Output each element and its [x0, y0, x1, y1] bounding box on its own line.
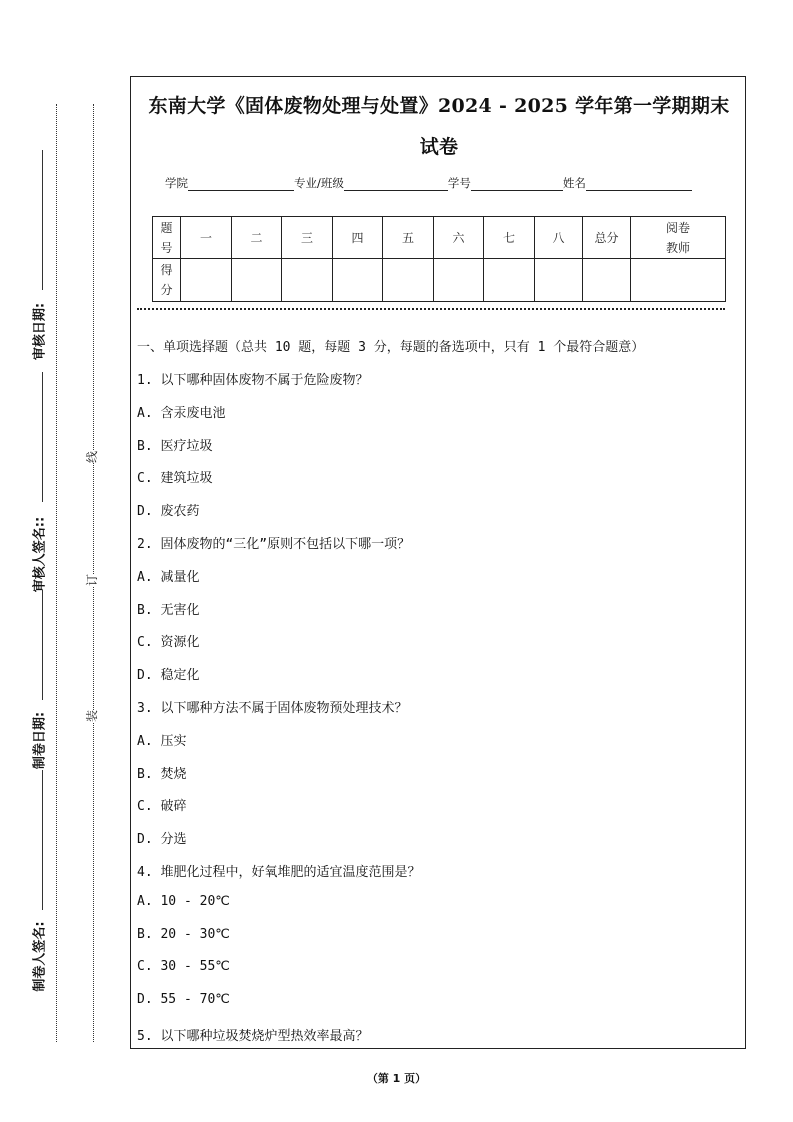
cut-line-char-xian: 线: [85, 450, 100, 464]
score-cell[interactable]: [434, 259, 484, 302]
made-date-blank: [42, 590, 43, 700]
score-col-header: 一: [181, 217, 232, 259]
question-stem: 3. 以下哪种方法不属于固体废物预处理技术？: [137, 701, 408, 716]
major-label: 专业/班级: [294, 176, 344, 190]
binding-dotted-line-left: [56, 104, 57, 1042]
name-field[interactable]: [586, 179, 692, 191]
cut-line-char-zhuang: 装: [85, 709, 100, 723]
question-option: C. 30 - 55℃: [137, 959, 230, 974]
question-option: B. 20 - 30℃: [137, 927, 230, 942]
score-cell-total[interactable]: [583, 259, 631, 302]
score-col-header: 四: [333, 217, 383, 259]
page-number: （第 1 页）: [366, 1072, 427, 1085]
college-field[interactable]: [188, 179, 294, 191]
score-col-header: 六: [434, 217, 484, 259]
question-option: A. 减量化: [137, 570, 200, 585]
row2-label-char: 分: [160, 283, 173, 297]
section-heading: 一、单项选择题（总共 10 题，每题 3 分，每题的备选项中，只有 1 个最符合题意）: [137, 340, 645, 355]
question-option: A. 压实: [137, 734, 187, 749]
question-option: B. 焚烧: [137, 767, 187, 782]
question-option: D. 废农药: [137, 504, 200, 519]
student-info-row: [165, 175, 692, 191]
question-stem: 5. 以下哪种垃圾焚烧炉型热效率最高？: [137, 1029, 369, 1044]
major-field[interactable]: [344, 179, 448, 191]
question-option: B. 医疗垃圾: [137, 439, 213, 454]
student-id-label: 学号: [447, 176, 471, 190]
question-stem: 2. 固体废物的“三化”原则不包括以下哪一项？: [137, 537, 411, 552]
cut-line-char-ding: 订: [85, 573, 100, 587]
score-col-header: 七: [484, 217, 535, 259]
score-col-header: 八: [535, 217, 583, 259]
grader-header: [631, 217, 726, 259]
score-cell[interactable]: [333, 259, 383, 302]
question-option: C. 建筑垃圾: [137, 471, 213, 486]
exam-title-line1: 东南大学《固体废物处理与处置》2024 - 2025 学年第一学期期末: [148, 95, 730, 117]
review-date-blank: [42, 150, 43, 290]
question-option: D. 55 - 70℃: [137, 992, 230, 1007]
score-col-header: 三: [282, 217, 333, 259]
question-option: D. 分选: [137, 832, 187, 847]
college-label: 学院: [165, 176, 188, 190]
question-option: C. 破碎: [137, 799, 187, 814]
name-label: 姓名: [562, 176, 586, 190]
made-date-label: 制卷日期:: [32, 711, 48, 770]
question-option: A. 含汞废电池: [137, 406, 226, 421]
score-cell[interactable]: [282, 259, 333, 302]
score-col-header-total: 总分: [583, 217, 631, 259]
score-cell[interactable]: [535, 259, 583, 302]
reviewer-sign-label: 审核人签名::: [32, 516, 48, 593]
grader-label-line: 教师: [665, 240, 690, 255]
question-option: A. 10 - 20℃: [137, 894, 230, 909]
score-cell[interactable]: [181, 259, 232, 302]
exam-frame: [130, 76, 746, 1049]
exam-title-line2: 试卷: [419, 136, 459, 158]
student-id-field[interactable]: [471, 179, 563, 191]
row1-label-char: 题: [160, 220, 173, 235]
review-date-label: 审核日期:: [32, 302, 48, 361]
row1-label-char: 号: [160, 240, 173, 255]
score-cell[interactable]: [484, 259, 535, 302]
question-option: B. 无害化: [137, 603, 200, 618]
header-separator: [137, 308, 725, 310]
reviewer-sign-blank: [42, 372, 43, 502]
score-table-row-label: [153, 217, 181, 259]
question-option: C. 资源化: [137, 635, 200, 650]
score-table-row-label: [153, 259, 181, 302]
row2-label-char: 得: [160, 263, 173, 277]
question-stem: 1. 以下哪种固体废物不属于危险废物？: [137, 373, 369, 388]
maker-sign-label: 制卷人签名:: [32, 921, 48, 992]
score-col-header: 五: [383, 217, 434, 259]
score-cell[interactable]: [232, 259, 282, 302]
grader-cell[interactable]: [631, 259, 726, 302]
score-col-header: 二: [232, 217, 282, 259]
maker-sign-blank: [42, 770, 43, 910]
score-cell[interactable]: [383, 259, 434, 302]
grader-label-line: 阅卷: [665, 220, 690, 235]
question-stem: 4. 堆肥化过程中，好氧堆肥的适宜温度范围是？: [137, 865, 421, 880]
question-option: D. 稳定化: [137, 668, 200, 683]
score-table: [152, 216, 726, 302]
